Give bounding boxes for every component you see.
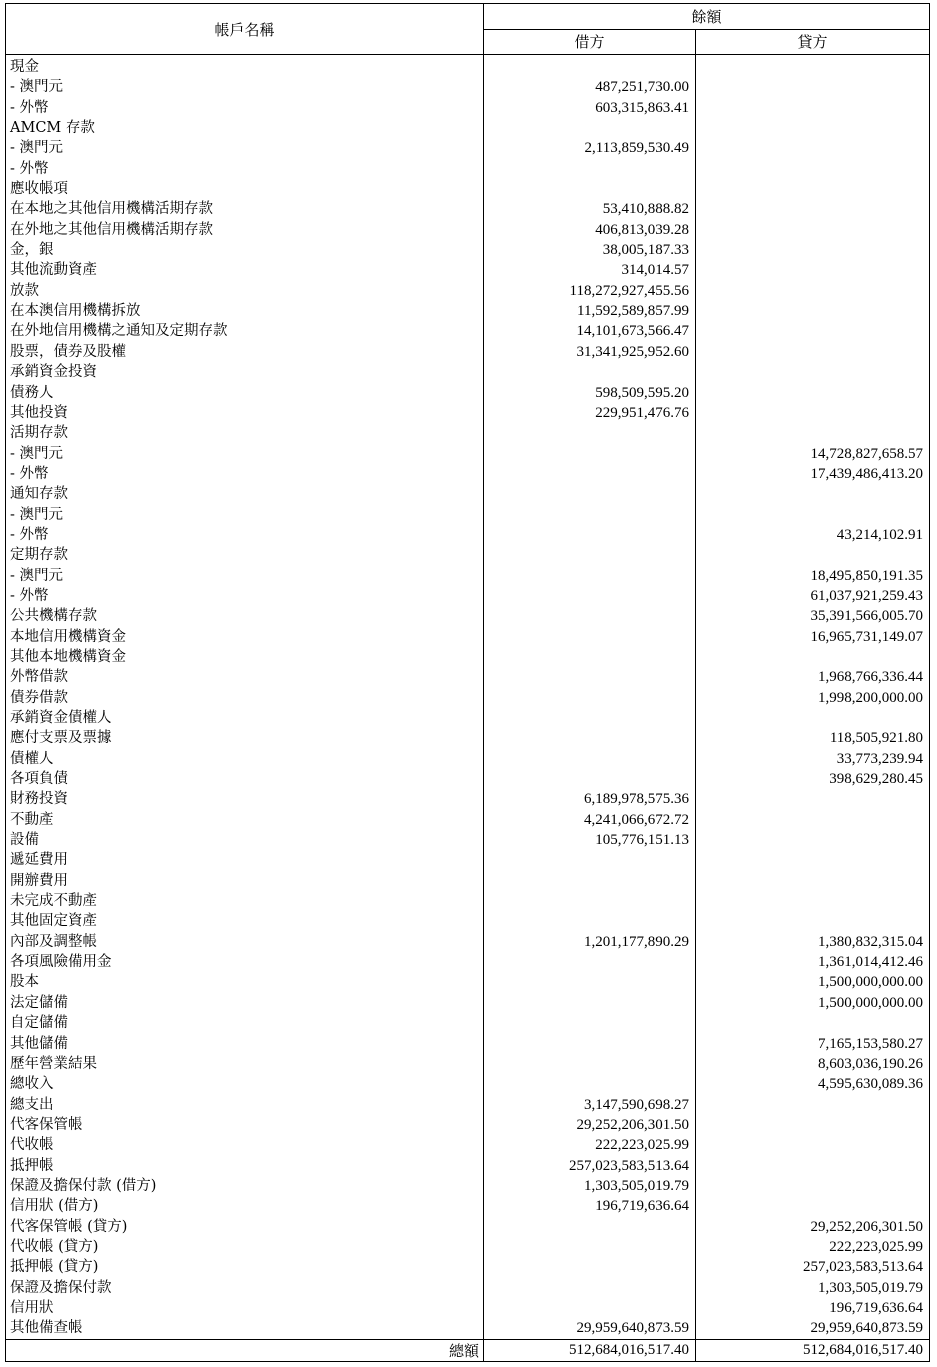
debit-cell: 29,252,206,301.50: [484, 1115, 696, 1135]
credit-cell: [696, 1176, 930, 1196]
debit-cell: [484, 1074, 696, 1094]
credit-cell: 257,023,583,513.64: [696, 1257, 930, 1277]
account-name-cell: 各項風險備用金: [6, 952, 484, 972]
table-row: [6, 972, 930, 992]
debit-cell: [484, 444, 696, 464]
debit-cell: [484, 627, 696, 647]
credit-cell: 398,629,280.45: [696, 769, 930, 789]
credit-cell: [696, 505, 930, 525]
debit-cell: 3,147,590,698.27: [484, 1095, 696, 1115]
account-name-cell: 財務投資: [6, 789, 484, 809]
table-row: [6, 77, 930, 97]
account-name-cell: 定期存款: [6, 545, 484, 565]
debit-cell: [484, 993, 696, 1013]
account-name-cell: 內部及調整帳: [6, 932, 484, 952]
account-name-cell: 放款: [6, 281, 484, 301]
table-row: [6, 525, 930, 545]
account-name-cell: - 澳門元: [6, 138, 484, 158]
debit-cell: 105,776,151.13: [484, 830, 696, 850]
table-row: [6, 55, 930, 78]
credit-cell: [696, 911, 930, 931]
account-name-cell: - 澳門元: [6, 566, 484, 586]
total-debit: 512,684,016,517.40: [484, 1339, 696, 1361]
credit-cell: [696, 830, 930, 850]
credit-cell: [696, 301, 930, 321]
account-name-cell: 抵押帳 (貸方): [6, 1257, 484, 1277]
account-name-cell: 未完成不動產: [6, 891, 484, 911]
account-name-cell: - 外幣: [6, 464, 484, 484]
table-row: [6, 1074, 930, 1094]
account-name-cell: - 外幣: [6, 159, 484, 179]
table-row: [6, 199, 930, 219]
debit-cell: [484, 1013, 696, 1033]
account-name-cell: 在本澳信用機構拆放: [6, 301, 484, 321]
account-name-cell: 其他儲備: [6, 1034, 484, 1054]
table-row: [6, 179, 930, 199]
table-row: [6, 423, 930, 443]
table-row: [6, 1115, 930, 1135]
debit-cell: [484, 545, 696, 565]
table-row: [6, 1257, 930, 1277]
credit-cell: 33,773,239.94: [696, 749, 930, 769]
account-name-cell: 其他投資: [6, 403, 484, 423]
debit-cell: [484, 1217, 696, 1237]
trial-balance-table: [5, 3, 930, 1362]
credit-cell: [696, 1135, 930, 1155]
debit-cell: [484, 362, 696, 382]
account-name-cell: 歷年營業結果: [6, 1054, 484, 1074]
credit-cell: [696, 789, 930, 809]
table-row: [6, 464, 930, 484]
table-row: [6, 98, 930, 118]
credit-cell: [696, 484, 930, 504]
credit-cell: [696, 1013, 930, 1033]
table-footer: [6, 1339, 930, 1361]
table-row: [6, 505, 930, 525]
credit-cell: 61,037,921,259.43: [696, 586, 930, 606]
credit-cell: [696, 1115, 930, 1135]
table-row: [6, 688, 930, 708]
debit-cell: 598,509,595.20: [484, 383, 696, 403]
debit-cell: 2,113,859,530.49: [484, 138, 696, 158]
credit-cell: [696, 98, 930, 118]
credit-header: 貸方: [696, 29, 930, 55]
debit-cell: [484, 525, 696, 545]
credit-cell: [696, 321, 930, 341]
table-row: [6, 362, 930, 382]
debit-cell: [484, 749, 696, 769]
credit-cell: [696, 1156, 930, 1176]
debit-cell: [484, 159, 696, 179]
debit-cell: [484, 667, 696, 687]
table-row: [6, 586, 930, 606]
account-name-cell: 信用狀: [6, 1298, 484, 1318]
table-row: [6, 1298, 930, 1318]
debit-cell: [484, 1278, 696, 1298]
credit-cell: [696, 199, 930, 219]
account-name-cell: 總支出: [6, 1095, 484, 1115]
debit-cell: [484, 484, 696, 504]
table-row: [6, 545, 930, 565]
credit-cell: [696, 1095, 930, 1115]
debit-cell: 14,101,673,566.47: [484, 321, 696, 341]
table-row: [6, 932, 930, 952]
credit-cell: [696, 850, 930, 870]
account-name-cell: 在本地之其他信用機構活期存款: [6, 199, 484, 219]
table-row: [6, 891, 930, 911]
account-name-cell: - 澳門元: [6, 77, 484, 97]
table-row: [6, 769, 930, 789]
credit-cell: [696, 240, 930, 260]
debit-cell: 29,959,640,873.59: [484, 1318, 696, 1339]
account-name-cell: 其他備查帳: [6, 1318, 484, 1339]
credit-cell: [696, 362, 930, 382]
account-name-cell: 金，銀: [6, 240, 484, 260]
credit-cell: [696, 138, 930, 158]
credit-cell: 29,252,206,301.50: [696, 1217, 930, 1237]
credit-cell: [696, 159, 930, 179]
table-row: [6, 1176, 930, 1196]
table-row: [6, 952, 930, 972]
account-name-cell: 債券借款: [6, 688, 484, 708]
credit-cell: [696, 708, 930, 728]
debit-cell: [484, 1054, 696, 1074]
account-name-cell: 承銷資金投資: [6, 362, 484, 382]
table-row: [6, 627, 930, 647]
table-row: [6, 383, 930, 403]
account-name-cell: 承銷資金債權人: [6, 708, 484, 728]
account-name-cell: 代收帳: [6, 1135, 484, 1155]
debit-cell: [484, 1298, 696, 1318]
debit-cell: 1,201,177,890.29: [484, 932, 696, 952]
debit-cell: [484, 850, 696, 870]
credit-cell: 7,165,153,580.27: [696, 1034, 930, 1054]
debit-cell: [484, 505, 696, 525]
credit-cell: [696, 77, 930, 97]
debit-cell: [484, 728, 696, 748]
debit-cell: [484, 1237, 696, 1257]
account-name-cell: 其他流動資產: [6, 260, 484, 280]
table-row: [6, 1217, 930, 1237]
credit-cell: 1,380,832,315.04: [696, 932, 930, 952]
debit-cell: [484, 55, 696, 78]
account-name-cell: 股票，債券及股權: [6, 342, 484, 362]
debit-cell: 196,719,636.64: [484, 1196, 696, 1216]
account-name-cell: 設備: [6, 830, 484, 850]
table-header: [6, 4, 930, 55]
account-name-cell: 代客保管帳: [6, 1115, 484, 1135]
credit-cell: 43,214,102.91: [696, 525, 930, 545]
debit-cell: 222,223,025.99: [484, 1135, 696, 1155]
table-row: [6, 911, 930, 931]
table-row: [6, 444, 930, 464]
table-row: [6, 1156, 930, 1176]
account-name-cell: 保證及擔保付款 (借方): [6, 1176, 484, 1196]
credit-cell: 1,500,000,000.00: [696, 972, 930, 992]
table-row: [6, 1095, 930, 1115]
account-name-cell: 抵押帳: [6, 1156, 484, 1176]
table-row: [6, 1318, 930, 1339]
total-credit: 512,684,016,517.40: [696, 1339, 930, 1361]
table-row: [6, 1013, 930, 1033]
table-row: [6, 749, 930, 769]
credit-cell: 29,959,640,873.59: [696, 1318, 930, 1339]
debit-cell: 229,951,476.76: [484, 403, 696, 423]
credit-cell: 16,965,731,149.07: [696, 627, 930, 647]
table-row: [6, 118, 930, 138]
credit-cell: [696, 118, 930, 138]
table-row: [6, 667, 930, 687]
table-row: [6, 789, 930, 809]
debit-cell: [484, 688, 696, 708]
account-name-cell: 公共機構存款: [6, 606, 484, 626]
account-name-cell: 應付支票及票據: [6, 728, 484, 748]
debit-cell: 487,251,730.00: [484, 77, 696, 97]
table-row: [6, 810, 930, 830]
credit-cell: 118,505,921.80: [696, 728, 930, 748]
credit-cell: [696, 220, 930, 240]
credit-cell: 222,223,025.99: [696, 1237, 930, 1257]
account-name-cell: 在外地之其他信用機構活期存款: [6, 220, 484, 240]
total-row: [6, 1339, 930, 1361]
account-name-cell: 應收帳項: [6, 179, 484, 199]
credit-cell: [696, 1196, 930, 1216]
account-name-cell: 活期存款: [6, 423, 484, 443]
account-name-cell: - 澳門元: [6, 505, 484, 525]
credit-cell: 14,728,827,658.57: [696, 444, 930, 464]
credit-cell: [696, 403, 930, 423]
account-name-cell: - 外幣: [6, 525, 484, 545]
account-name-cell: 總收入: [6, 1074, 484, 1094]
table-row: [6, 993, 930, 1013]
debit-cell: [484, 708, 696, 728]
account-name-cell: 法定儲備: [6, 993, 484, 1013]
table-row: [6, 403, 930, 423]
credit-cell: [696, 810, 930, 830]
credit-cell: 196,719,636.64: [696, 1298, 930, 1318]
table-row: [6, 708, 930, 728]
credit-cell: [696, 891, 930, 911]
account-name-cell: 債權人: [6, 749, 484, 769]
account-name-cell: 不動產: [6, 810, 484, 830]
table-row: [6, 1237, 930, 1257]
credit-cell: 18,495,850,191.35: [696, 566, 930, 586]
debit-cell: [484, 952, 696, 972]
credit-cell: [696, 383, 930, 403]
table-row: [6, 1135, 930, 1155]
account-name-cell: 其他本地機構資金: [6, 647, 484, 667]
account-name-cell: - 外幣: [6, 586, 484, 606]
debit-cell: 6,189,978,575.36: [484, 789, 696, 809]
debit-cell: 603,315,863.41: [484, 98, 696, 118]
debit-cell: [484, 464, 696, 484]
credit-cell: [696, 545, 930, 565]
debit-cell: [484, 1257, 696, 1277]
debit-cell: [484, 769, 696, 789]
table-row: [6, 281, 930, 301]
credit-cell: 1,361,014,412.46: [696, 952, 930, 972]
account-name-cell: 通知存款: [6, 484, 484, 504]
debit-cell: [484, 1034, 696, 1054]
account-name-cell: 保證及擔保付款: [6, 1278, 484, 1298]
table-row: [6, 240, 930, 260]
debit-cell: 118,272,927,455.56: [484, 281, 696, 301]
table-row: [6, 260, 930, 280]
table-row: [6, 484, 930, 504]
debit-cell: 53,410,888.82: [484, 199, 696, 219]
credit-cell: 4,595,630,089.36: [696, 1074, 930, 1094]
credit-cell: 1,998,200,000.00: [696, 688, 930, 708]
table-row: [6, 1196, 930, 1216]
account-name-cell: 現金: [6, 55, 484, 78]
account-name-cell: AMCM 存款: [6, 118, 484, 138]
table-row: [6, 830, 930, 850]
credit-cell: 1,500,000,000.00: [696, 993, 930, 1013]
account-name-cell: 本地信用機構資金: [6, 627, 484, 647]
debit-cell: 257,023,583,513.64: [484, 1156, 696, 1176]
account-name-cell: 開辦費用: [6, 871, 484, 891]
table-row: [6, 850, 930, 870]
account-name-cell: 其他固定資產: [6, 911, 484, 931]
debit-cell: 406,813,039.28: [484, 220, 696, 240]
account-name-cell: 自定儲備: [6, 1013, 484, 1033]
table-row: [6, 342, 930, 362]
table-row: [6, 1034, 930, 1054]
account-name-header: 帳戶名稱: [6, 4, 484, 55]
table-row: [6, 1054, 930, 1074]
table-row: [6, 321, 930, 341]
debit-cell: [484, 972, 696, 992]
credit-cell: [696, 281, 930, 301]
credit-cell: 1,968,766,336.44: [696, 667, 930, 687]
debit-cell: [484, 647, 696, 667]
account-name-cell: 代收帳 (貸方): [6, 1237, 484, 1257]
table-row: [6, 647, 930, 667]
account-name-cell: 債務人: [6, 383, 484, 403]
total-label: 總額: [6, 1339, 484, 1361]
account-name-cell: - 澳門元: [6, 444, 484, 464]
table-row: [6, 871, 930, 891]
balance-header: 餘額: [484, 4, 930, 30]
account-name-cell: 各項負債: [6, 769, 484, 789]
table-row: [6, 566, 930, 586]
credit-cell: [696, 342, 930, 362]
account-name-cell: 代客保管帳 (貸方): [6, 1217, 484, 1237]
credit-cell: [696, 423, 930, 443]
debit-cell: [484, 118, 696, 138]
debit-cell: 4,241,066,672.72: [484, 810, 696, 830]
account-name-cell: 信用狀 (借方): [6, 1196, 484, 1216]
account-rows: [6, 55, 930, 1340]
table-row: [6, 606, 930, 626]
credit-cell: [696, 871, 930, 891]
debit-cell: [484, 606, 696, 626]
debit-cell: [484, 871, 696, 891]
debit-cell: [484, 911, 696, 931]
credit-cell: 35,391,566,005.70: [696, 606, 930, 626]
credit-cell: [696, 260, 930, 280]
credit-cell: [696, 55, 930, 78]
account-name-cell: 外幣借款: [6, 667, 484, 687]
credit-cell: [696, 647, 930, 667]
credit-cell: 1,303,505,019.79: [696, 1278, 930, 1298]
account-name-cell: 遞延費用: [6, 850, 484, 870]
credit-cell: [696, 179, 930, 199]
account-name-cell: 在外地信用機構之通知及定期存款: [6, 321, 484, 341]
debit-cell: 314,014.57: [484, 260, 696, 280]
table-row: [6, 728, 930, 748]
account-name-cell: - 外幣: [6, 98, 484, 118]
credit-cell: 17,439,486,413.20: [696, 464, 930, 484]
debit-cell: 31,341,925,952.60: [484, 342, 696, 362]
debit-cell: [484, 891, 696, 911]
table-row: [6, 220, 930, 240]
debit-cell: [484, 566, 696, 586]
debit-cell: [484, 586, 696, 606]
table-row: [6, 138, 930, 158]
debit-cell: [484, 179, 696, 199]
table-row: [6, 159, 930, 179]
account-name-cell: 股本: [6, 972, 484, 992]
table-row: [6, 301, 930, 321]
debit-cell: 38,005,187.33: [484, 240, 696, 260]
trial-balance-sheet: [5, 3, 930, 1362]
debit-cell: [484, 423, 696, 443]
debit-cell: 11,592,589,857.99: [484, 301, 696, 321]
debit-cell: 1,303,505,019.79: [484, 1176, 696, 1196]
debit-header: 借方: [484, 29, 696, 55]
credit-cell: 8,603,036,190.26: [696, 1054, 930, 1074]
table-row: [6, 1278, 930, 1298]
